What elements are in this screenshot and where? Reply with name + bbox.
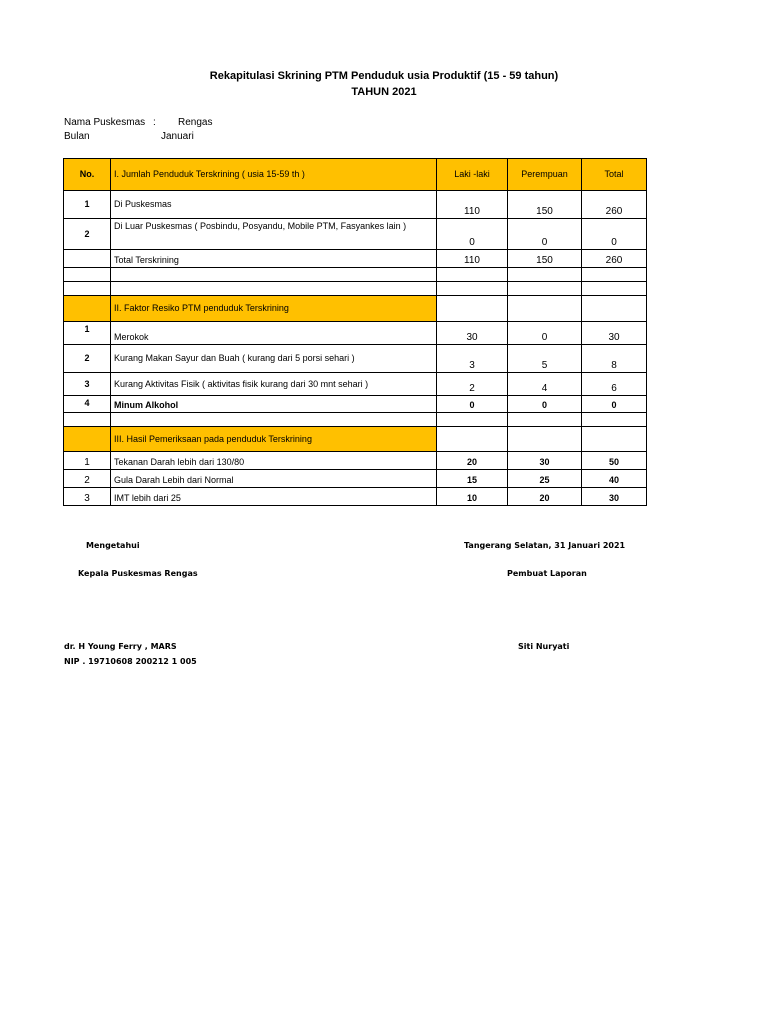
kepala-nip: NIP . 19710608 200212 1 005 [64,657,197,666]
section2-empty-cell [508,296,582,322]
total-row [64,250,647,268]
row-total: 260 [582,191,647,219]
row-laki: 0 [437,396,508,413]
kepala-label: Kepala Puskesmas Rengas [78,569,198,578]
row-perempuan: 150 [508,191,582,219]
row-label: Merokok [111,322,437,345]
row-no: 3 [64,373,111,396]
table-row [64,396,647,413]
table-row [64,452,647,470]
puskesmas-value: Rengas [178,117,213,128]
header-total: Total [582,159,647,191]
row-no-empty [64,250,111,268]
header-no: No. [64,159,111,191]
row-label: Kurang Aktivitas Fisik ( aktivitas fisik kurang dari 30 mnt sehari ) [111,373,437,396]
row-label: Kurang Makan Sayur dan Buah ( kurang dari 5 porsi sehari ) [111,345,437,373]
header-perempuan: Perempuan [508,159,582,191]
row-label: Tekanan Darah lebih dari 130/80 [111,452,437,470]
section2-header-row [64,296,647,322]
row-no: 1 [64,322,111,345]
total-perempuan: 150 [508,250,582,268]
table-row [64,219,647,250]
puskesmas-label: Nama Puskesmas [64,117,146,128]
row-perempuan: 0 [508,322,582,345]
pembuat-name: Siti Nuryati [518,642,570,651]
header-section1: I. Jumlah Penduduk Terskrining ( usia 15-59 th ) [111,159,437,191]
section2-no-cell [64,296,111,322]
row-total: 50 [582,452,647,470]
table-row [64,345,647,373]
report-year: TAHUN 2021 [351,86,417,98]
row-perempuan: 30 [508,452,582,470]
row-no: 2 [64,219,111,250]
section3-header-row [64,427,647,452]
mengetahui-label: Mengetahui [86,541,140,550]
row-total: 0 [582,396,647,413]
section2-empty-cell [582,296,647,322]
row-no: 1 [64,452,111,470]
row-perempuan: 0 [508,396,582,413]
row-no: 1 [64,191,111,219]
row-laki: 2 [437,373,508,396]
row-label: Di Luar Puskesmas ( Posbindu, Posyandu, Mobile PTM, Fasyankes lain ) [111,219,437,250]
row-total: 0 [582,219,647,250]
total-label: Total Terskrining [111,250,437,268]
empty-row [64,413,647,427]
table-header-row [64,159,647,191]
row-laki: 0 [437,219,508,250]
section3-no-cell [64,427,111,452]
empty-row [64,282,647,296]
table-row [64,191,647,219]
row-perempuan: 20 [508,488,582,506]
row-total: 30 [582,322,647,345]
section3-empty-cell [437,427,508,452]
section3-empty-cell [508,427,582,452]
row-laki: 20 [437,452,508,470]
header-laki: Laki -laki [437,159,508,191]
kepala-name: dr. H Young Ferry , MARS [64,642,177,651]
report-title: Rekapitulasi Skrining PTM Penduduk usia Produktif (15 - 59 tahun) [209,70,559,82]
bulan-label: Bulan [64,131,90,142]
row-laki: 3 [437,345,508,373]
row-total: 8 [582,345,647,373]
table-row [64,488,647,506]
row-label: IMT lebih dari 25 [111,488,437,506]
row-no: 2 [64,470,111,488]
row-label: Minum Alkohol [111,396,437,413]
row-perempuan: 25 [508,470,582,488]
empty-row [64,268,647,282]
row-perempuan: 4 [508,373,582,396]
row-total: 6 [582,373,647,396]
row-no: 2 [64,345,111,373]
row-label: Gula Darah Lebih dari Normal [111,470,437,488]
bulan-value: Januari [161,131,194,142]
total-total: 260 [582,250,647,268]
section3-title: III. Hasil Pemeriksaan pada penduduk Terskrining [111,427,437,452]
row-no: 3 [64,488,111,506]
screening-table [63,158,647,506]
table-row [64,373,647,396]
table-row [64,322,647,345]
total-laki: 110 [437,250,508,268]
row-laki: 110 [437,191,508,219]
row-laki: 30 [437,322,508,345]
row-label: Di Puskesmas [111,191,437,219]
row-perempuan: 5 [508,345,582,373]
place-date: Tangerang Selatan, 31 Januari 2021 [464,541,626,550]
puskesmas-separator: : [153,117,156,128]
pembuat-label: Pembuat Laporan [507,569,587,578]
row-laki: 15 [437,470,508,488]
row-perempuan: 0 [508,219,582,250]
section3-empty-cell [582,427,647,452]
table-row [64,470,647,488]
row-laki: 10 [437,488,508,506]
row-no: 4 [64,396,111,413]
section2-empty-cell [437,296,508,322]
section2-title: II. Faktor Resiko PTM penduduk Terskrining [111,296,437,322]
row-total: 40 [582,470,647,488]
row-total: 30 [582,488,647,506]
